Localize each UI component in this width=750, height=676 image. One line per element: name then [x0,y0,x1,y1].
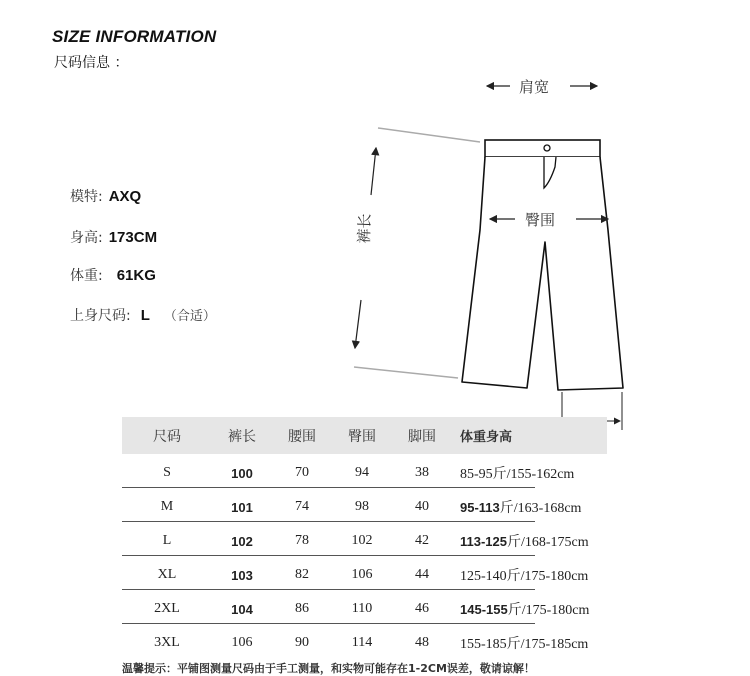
cell-weight-bold: 95-113 [460,500,500,515]
cell-size: 2XL [154,601,180,616]
table-row [122,626,607,660]
model-weight-value: 61KG [116,267,156,284]
waist-button [544,145,550,151]
table-row [122,558,607,592]
model-height-label: 身高: [70,230,103,246]
cell-foot: 46 [415,601,429,616]
cell-foot: 48 [415,635,429,650]
page-subtitle: 尺码信息 ： [54,55,129,71]
length-arrow-down [355,300,361,348]
cell-foot: 40 [415,499,429,514]
cell-hip: 98 [355,499,369,514]
cell-size: L [162,533,172,548]
header-length: 裤长 [212,417,272,454]
top-guide-line [378,128,480,142]
page-title: SIZE INFORMATION [52,27,217,46]
cell-waist: 82 [295,567,309,582]
cell-size: M [160,499,174,514]
cell-waist: 90 [295,635,309,650]
footer-note: 温馨提示：平铺图测量尺码由于手工测量，和实物可能存在1-2CM误差，敬请谅解！ [122,662,535,675]
table-row [122,592,607,626]
cell-weight-height [452,626,607,660]
waistband [485,140,600,157]
cell-hip: 102 [351,533,373,548]
model-height-value: 173CM [108,229,158,246]
table-row [122,456,607,490]
cell-weight-text: 斤/175-180cm [507,603,590,618]
cell-weight-height [452,592,607,626]
cell-waist: 86 [295,601,309,616]
table-row [122,524,607,558]
row-divider [122,555,535,556]
cell-waist: 78 [295,533,309,548]
length-arrow-up [371,148,376,195]
model-size-label: 上身尺码: [70,308,131,324]
pants-outline [462,157,623,390]
cell-weight-bold: 145-155 [460,602,508,617]
model-weight-row [70,265,156,285]
cell-hip: 110 [351,601,373,616]
cell-length: 103 [231,567,253,583]
cell-foot: 38 [415,465,429,480]
model-size-note: （合适） [163,309,216,324]
cell-size: S [163,465,171,480]
header-hip: 臀围 [332,417,392,454]
cell-length: 100 [231,465,253,481]
row-divider [122,589,535,590]
cell-weight-height [452,490,607,524]
cell-weight-height [452,558,607,592]
header-foot: 脚围 [392,417,452,454]
cell-length: 104 [231,601,253,617]
cell-weight-text: 125-140斤/175-180cm [460,569,589,584]
hip-label: 臀围 [522,209,558,230]
cell-size: XL [157,567,177,582]
table-header-row [122,417,607,454]
cell-hip: 114 [351,635,373,650]
pants-diagram [340,70,640,440]
table-row [122,490,607,524]
length-label: 裤长 [354,213,375,244]
cell-foot: 42 [415,533,429,548]
cell-size: 3XL [154,635,180,650]
model-weight-label: 体重: [70,268,103,284]
cell-hip: 94 [355,465,369,480]
cell-weight-height [452,456,607,490]
model-height-row [70,227,157,247]
row-divider [122,521,535,522]
cell-weight-bold: 113-125 [460,534,507,549]
model-size-value: L [140,307,150,324]
cell-weight-text: 155-185斤/175-185cm [460,637,589,652]
shoulder-label: 肩宽 [516,76,552,97]
model-size-row [70,305,216,325]
cell-foot: 44 [415,567,429,582]
model-name-value: AXQ [108,188,142,205]
cell-weight-text: 85-95斤/155-162cm [460,467,575,482]
cell-waist: 74 [295,499,309,514]
cell-weight-height [452,524,607,558]
cell-length: 106 [231,635,253,650]
cell-length: 101 [231,499,253,515]
bottom-guide-line [354,367,458,378]
cell-weight-text: 斤/163-168cm [499,501,582,516]
header-weight-height: 体重身高 [452,417,607,454]
cell-length: 102 [231,533,253,549]
cell-hip: 106 [351,567,373,582]
cell-waist: 70 [295,465,309,480]
cell-weight-text: 斤/168-175cm [507,535,589,550]
row-divider [122,487,535,488]
row-divider [122,623,535,624]
header-size: 尺码 [122,417,212,454]
model-name-row [70,186,141,206]
header-waist: 腰围 [272,417,332,454]
model-name-label: 模特: [70,189,103,205]
